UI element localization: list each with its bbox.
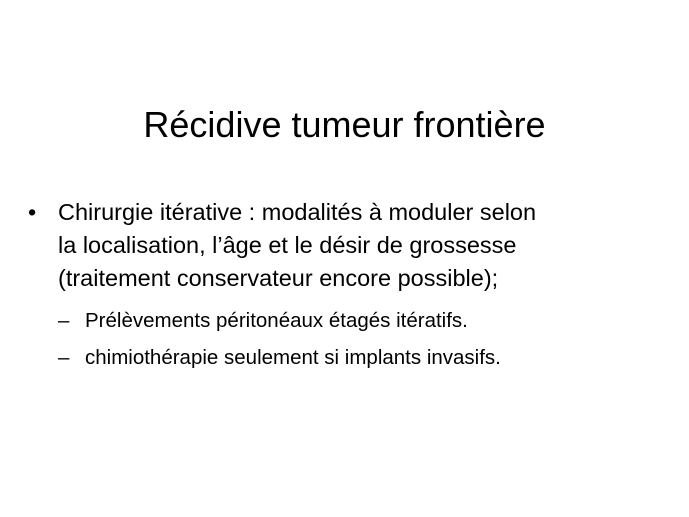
bullet-item bbox=[28, 196, 673, 295]
slide-title: Récidive tumeur frontière bbox=[143, 104, 546, 145]
sub-bullet-list bbox=[28, 307, 673, 372]
sub-bullet-text: Prélèvements péritonéaux étagés itératifs. bbox=[85, 309, 468, 332]
sub-bullet-item bbox=[28, 344, 673, 372]
bullet-marker: • bbox=[28, 199, 37, 225]
sub-bullet-text: chimiothérapie seulement si implants invasifs. bbox=[85, 346, 501, 369]
bullet-line: Chirurgie itérative : modalités à moduler selon bbox=[58, 199, 537, 225]
dash-marker: – bbox=[58, 309, 70, 332]
bullet-line: (traitement conservateur encore possible); bbox=[58, 265, 499, 291]
sub-bullet-item bbox=[28, 307, 673, 335]
bullet-line: la localisation, l’âge et le désir de grossesse bbox=[58, 232, 517, 258]
dash-marker: – bbox=[58, 346, 70, 369]
slide-content bbox=[28, 196, 673, 381]
